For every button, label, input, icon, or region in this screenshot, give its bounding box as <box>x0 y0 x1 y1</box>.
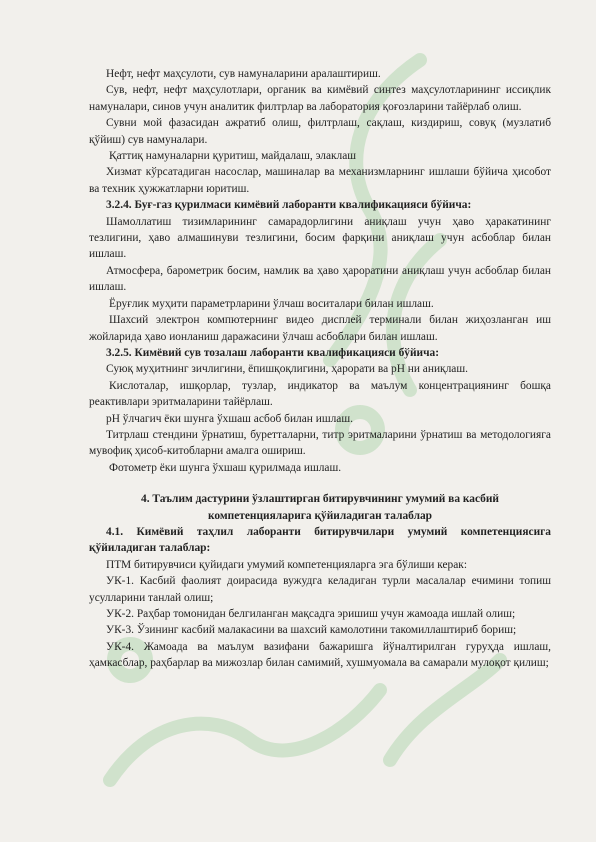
paragraph-10: Суюқ муҳитнинг зичлигини, ёпишқоқлигини, ҳарорати ва pH ни аниқлаш. <box>106 363 468 376</box>
paragraph-5: Хизмат кўрсатадиган насослар, машиналар ва механизмларнинг ишлаши бўйича ҳисобот ва техник ҳужжатларни юритиш. <box>89 166 551 195</box>
section-heading-3-2-5: 3.2.5. Кимёвий сув тозалаш лаборанти квалификацияси бўйича: <box>106 346 440 359</box>
section-heading-4-1: 4.1. Кимёвий таҳлил лаборанти битирувчилари умумий компетенциясига қўйиладиган талаблар: <box>89 525 551 555</box>
paragraph-8: Ёруғлик муҳити параметрларини ўлчаш воситалари билан ишлаш. <box>109 297 434 310</box>
paragraph-1: Нефт, нефт маҳсулоти, сув намуналарини аралаштириш. <box>106 68 381 80</box>
competence-uk-3: УК-3. Ўзининг касбий малакасини ва шахсий камолотини такомиллаштириб бориш; <box>106 624 517 637</box>
paragraph-6: Шамоллатиш тизимларининг самарадорлигини аниқлаш учун ҳаво ҳаракатининг тезлигини, ҳаво алмашинуви тезлигини, босим фарқини аниқлаш учун асбоблар билан ишлаш. <box>89 215 551 261</box>
section-gap <box>89 476 551 491</box>
paragraph-12: pH ўлчагич ёки шунга ўхшаш асбоб билан ишлаш. <box>106 412 353 425</box>
competence-uk-2: УК-2. Раҳбар томонидан белгиланган мақсадга эришиш учун жамоада ишлай олиш; <box>106 608 516 620</box>
competence-uk-1: УК-1. Касбий фаолият доирасида вужудга келадиган турли масалалар ечимини топиш усулларини танлай олиш; <box>89 575 551 604</box>
paragraph-7: Атмосфера, барометрик босим, намлик ва ҳаво ҳароратини аниқлаш учун асбоблар билан ишлаш. <box>89 264 551 294</box>
paragraph-2: Сув, нефт, нефт маҳсулотлари, органик ва кимёвий синтез маҳсулотларининг иссиқлик намуналари, синов учун аналитик филтрлар ва лаборатория қоғозларини тайёрлаб олиш. <box>89 84 551 113</box>
paragraph-15: ПТМ битирувчиси қуйидаги умумий компетенцияларга эга бўлиши керак: <box>106 558 467 571</box>
section-heading-3-2-4: 3.2.4. Буғ-газ қурилмаси кимёвий лаборанти квалификацияси бўйича: <box>106 199 472 212</box>
chapter-heading-4: 4. Таълим дастурини ўзлаштирган битирувчининг умумий ва касбий компетенцияларига қўйиладиган талаблар <box>141 493 499 522</box>
paragraph-13: Титрлаш стендини ўрнатиш, буретталарни, титр эритмаларини ўрнатиш ва методологияга мувофиқ ҳисоб-китобларни амалга ошириш. <box>89 428 551 458</box>
competence-uk-4: УК-4. Жамоада ва маълум вазифани бажаришга йўналтирилган гуруҳда ишлаш, ҳамкасблар, раҳбарлар ва мижозлар билан самимий, хушмуомала ва самарали мулоқот қилиш; <box>89 640 551 670</box>
paragraph-3: Сувни мой фазасидан ажратиб олиш, филтрлаш, сақлаш, киздириш, совуқ (музлатиб қўйиш) сув намуналари. <box>89 117 551 146</box>
paragraph-9: Шахсий электрон компютернинг видео дисплей терминали билан жиҳозланган иш жойларида ҳаво ионланиш даражасини ўлчаш асбоблари билан ишлаш. <box>89 314 551 343</box>
paragraph-11: Кислоталар, ишқорлар, тузлар, индикатор ва маълум концентрациянинг бошқа реактивлари эритмаларини тайёрлаш. <box>89 379 551 409</box>
document-body <box>89 66 551 672</box>
paragraph-4: Қаттиқ намуналарни қуритиш, майдалаш, элаклаш <box>109 150 357 163</box>
paragraph-14: Фотометр ёки шунга ўхшаш қурилмада ишлаш. <box>109 461 342 474</box>
